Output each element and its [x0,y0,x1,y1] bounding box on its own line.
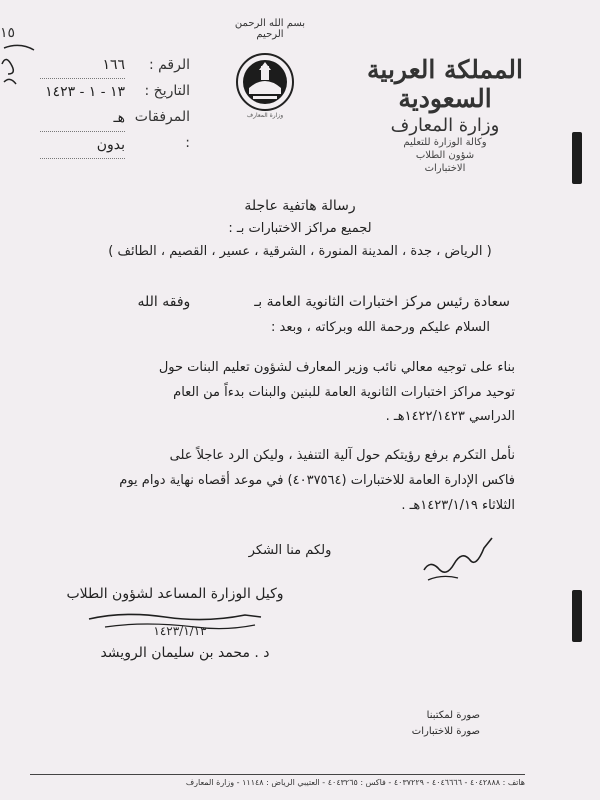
handwritten-signature-icon [418,530,496,588]
addressee-suffix: وفقه الله [137,294,191,310]
metadata-values [40,52,125,159]
metadata-labels [130,52,190,156]
footer-divider [30,774,525,775]
binder-tab [572,590,582,642]
paragraph-1-line-3: الدراسي ١٤٢٢/١٤٢٣هـ . [385,409,515,424]
basmala: بسم الله الرحمن الرحيم [234,18,306,40]
department-name: شؤون الطلاب [415,150,475,161]
closing-thanks: ولكم منا الشكر [248,543,332,558]
attachments-value: بدون [40,132,125,159]
emblem-caption: وزارة المعارف [246,112,284,119]
section-name: الاختبارات [424,163,466,174]
paragraph-2-line-1: نأمل التكرم برفع رؤيتكم حول آلية التنفيذ ، وليكن الرد عاجلاً على [169,448,515,463]
ministry-emblem-icon [235,52,295,112]
date-label: التاريخ : [144,83,190,99]
greeting: السلام عليكم ورحمة الله وبركاته ، وبعد : [270,320,490,335]
paragraph-1-line-1: بناء على توجيه معالي نائب وزير المعارف لشؤون تعليم البنات حول [158,360,515,375]
footer-contact: هاتف : ٤٠٤٢٨٨٨ - ٤٠٤٦٦٦٦ - ٤٠٣٧٢٢٩ - فاكس : ٤٠٤٣٢٦٥ - العتيبي الرياض : ١١١٤٨ - وزارة المعارف [185,778,525,787]
paragraph-2-line-2: فاكس الإدارة العامة للاختبارات (٤٠٣٧٥٦٤) في موعد أقصاه نهاية دوام يوم [119,473,515,488]
recipients-line: لجميع مراكز الاختبارات بـ : [228,221,372,236]
number-value: ١٦٦ [40,52,125,79]
number-label: الرقم : [148,57,190,73]
copy-line-1: صورة لمكتبنا [426,710,480,721]
corner-reference: ١٥ [0,25,16,41]
signer-title: وكيل الوزارة المساعد لشؤون الطلاب [66,586,284,602]
addressee-line [100,294,510,310]
binder-tab [572,132,582,184]
ministry-header [360,55,530,175]
attachments-label: المرفقات : [134,109,190,151]
addressee: سعادة رئيس مركز اختبارات الثانوية العامة بـ [254,294,510,310]
paragraph-1-line-2: توحيد مراكز اختبارات الثانوية العامة للبنين والبنات بدءاً من العام [173,385,515,400]
copy-line-2: صورة للاختبارات [411,726,480,737]
kingdom-name: المملكة العربية السعودية [367,55,523,113]
paragraph-2-line-3: الثلاثاء ١٤٢٣/١/١٩هـ . [401,498,515,513]
date-value: ١٣ - ١ - ١٤٢٣ هـ [40,79,125,132]
ministry-name: وزارة المعارف [390,115,500,136]
signer-name: د . محمد بن سليمان الرويشد [100,645,270,661]
cities-list: ( الرياض ، جدة ، المدينة المنورة ، الشرقية ، عسير ، القصيم ، الطائف ) [108,244,492,259]
letter-title: رسالة هاتفية عاجلة [244,198,356,214]
signer-date: ١٤٢٣/١/١٣ [153,624,207,638]
agency-name: وكالة الوزارة للتعليم [403,137,487,148]
